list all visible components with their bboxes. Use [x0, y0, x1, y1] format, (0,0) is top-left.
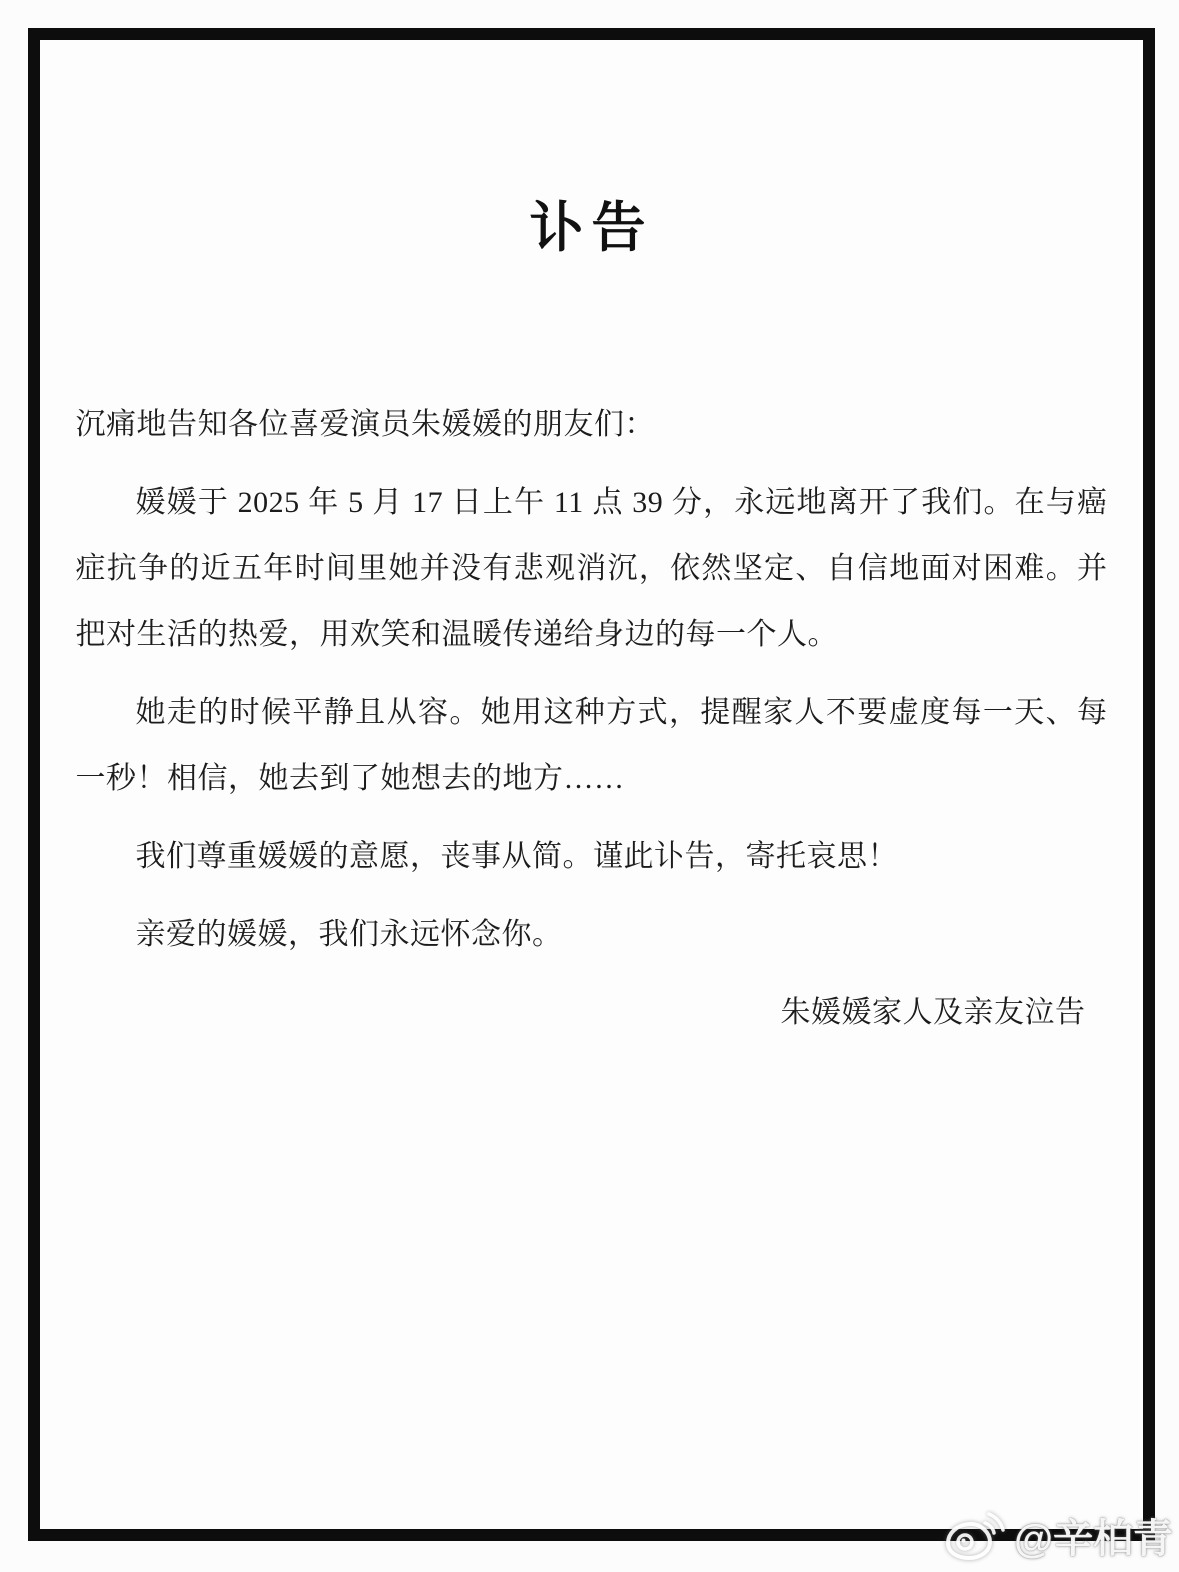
notice-frame — [28, 28, 1155, 1541]
paragraph-2: 她走的时候平静且从容。她用这种方式，提醒家人不要虚度每一天、每一秒！相信，她去到了她想去的地方…… — [75, 696, 1108, 795]
signature: 朱媛媛家人及亲友泣告 — [780, 996, 1086, 1029]
salutation: 沉痛地告知各位喜爱演员朱媛媛的朋友们： — [75, 408, 655, 441]
notice-title: 讣告 — [529, 198, 654, 258]
paragraph-1: 媛媛于 2025 年 5 月 17 日上午 11 点 39 分，永远地离开了我们。在与癌症抗争的近五年时间里她并没有悲观消沉，依然坚定、自信地面对困难。并把对生活的热爱，用欢笑和温暖传递给身边的每一个人。 — [75, 486, 1108, 651]
paragraph-3: 我们尊重媛媛的意愿，丧事从简。谨此讣告，寄托哀思！ — [135, 840, 898, 873]
paragraph-4: 亲爱的媛媛，我们永远怀念你。 — [135, 918, 563, 951]
notice-body — [76, 392, 1108, 1046]
watermark-handle: @辛柏青 — [1013, 1517, 1173, 1561]
